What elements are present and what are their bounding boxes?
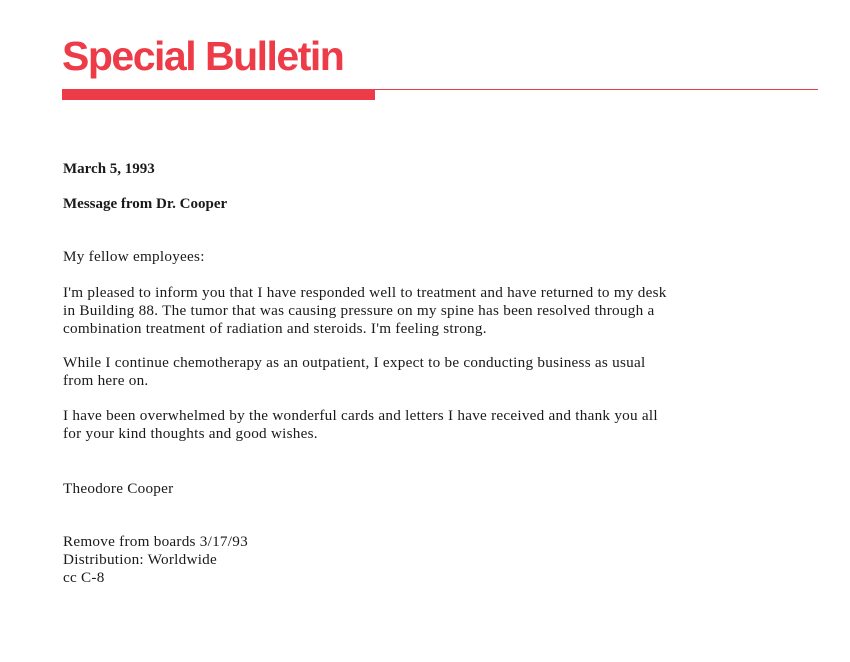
footer-distribution: Distribution: Worldwide [63,551,218,568]
paragraph-line: in Building 88. The tumor that was causing pressure on my spine has been resolved through a [63,302,655,319]
footer-cc: cc C-8 [63,569,105,586]
distribution-footer [63,533,823,587]
paragraph-line: I have been overwhelmed by the wonderful cards and letters I have received and thank you all [63,407,658,424]
paragraph-line: I'm pleased to inform you that I have responded well to treatment and have returned to my desk [63,284,667,301]
footer-remove-date: Remove from boards 3/17/93 [63,533,248,550]
paragraph-line: for your kind thoughts and good wishes. [63,425,318,442]
memo-paragraph-1 [63,284,823,338]
memo-paragraph-3 [63,407,823,443]
header-accent-bar [62,89,375,100]
bulletin-title: Special Bulletin [62,33,344,79]
memo-paragraph-2 [63,354,823,390]
paragraph-line: from here on. [63,372,149,389]
memo-signature: Theodore Cooper [63,480,174,497]
paragraph-line: While I continue chemotherapy as an outpatient, I expect to be conducting business as usual [63,354,646,371]
memo-salutation: My fellow employees: [63,248,205,265]
paragraph-line: combination treatment of radiation and steroids. I'm feeling strong. [63,320,487,337]
header-rule-line [375,89,818,90]
memo-date: March 5, 1993 [63,161,155,177]
memo-subject: Message from Dr. Cooper [63,196,228,212]
